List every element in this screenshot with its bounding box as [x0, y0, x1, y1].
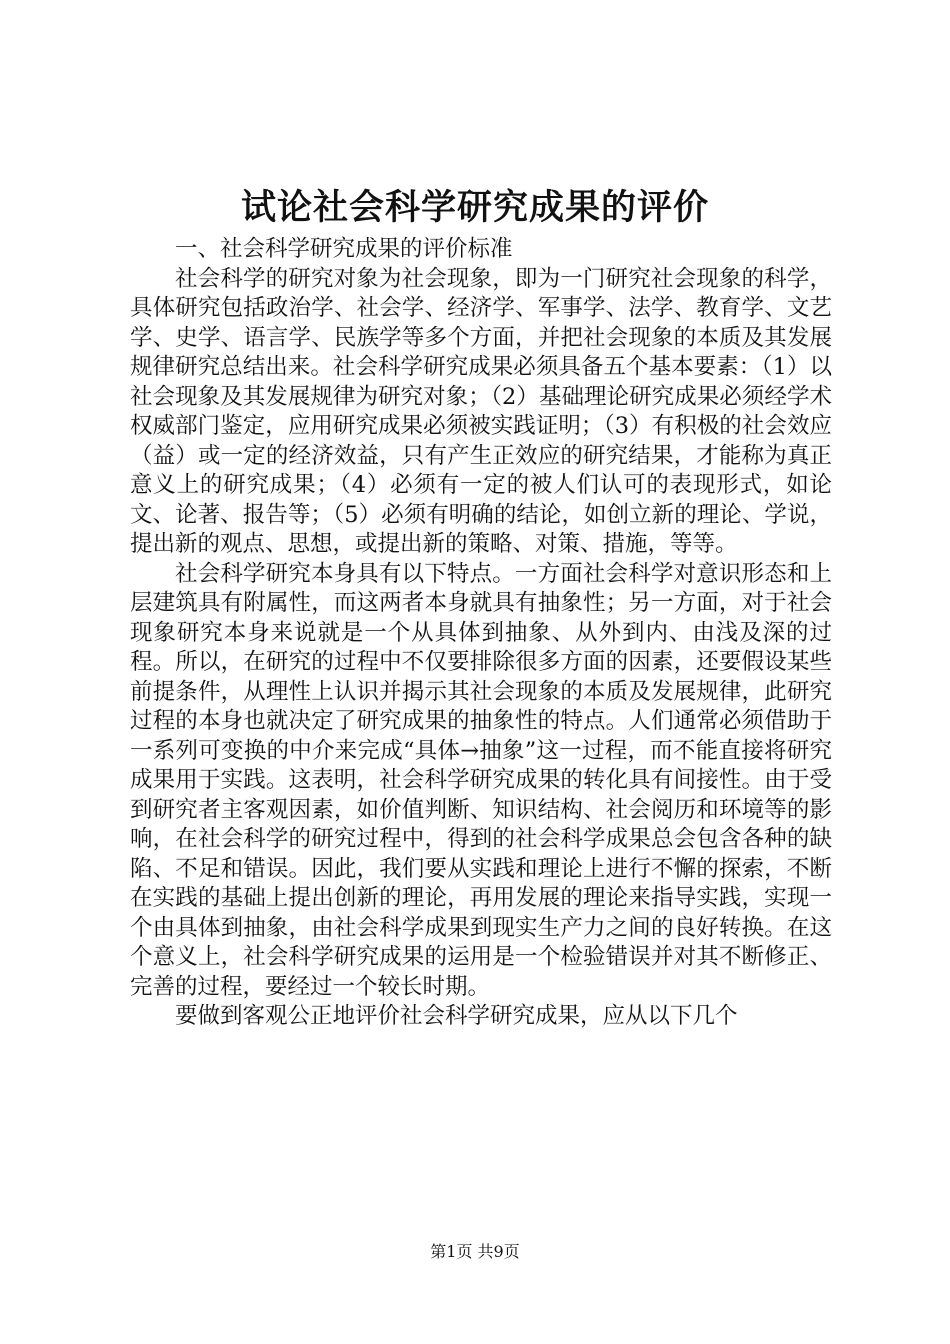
document-title: 试论社会科学研究成果的评价: [240, 187, 709, 228]
paragraph-1: 社会科学的研究对象为社会现象，即为一门研究社会现象的科学，具体研究包括政治学、社会学、经济学、军事学、法学、教育学、文艺学、史学、语言学、民族学等多个方面，并把社会现象的本质及其发展规律研究总结出来。社会科学研究成果必须具备五个基本要素：（1）以社会现象及其发展规律为研究对象；（2）基础理论研究成果必须经学术权威部门鉴定，应用研究成果必须被实践证明；（3）有积极的社会效应（益）或一定的经济效益，只有产生正效应的研究结果，才能称为真正意义上的研究成果；（4）必须有一定的被人们认可的表现形式，如论文、论著、报告等；（5）必须有明确的结论，如创立新的理论、学说，提出新的观点、思想，或提出新的策略、对策、措施，等等。: [130, 265, 832, 557]
page-number-footer: 第1页 共9页: [430, 1242, 520, 1261]
paragraph-3: 要做到客观公正地评价社会科学研究成果，应从以下几个: [175, 1003, 738, 1029]
paragraph-2: 社会科学研究本身具有以下特点。一方面社会科学对意识形态和上层建筑具有附属性，而这两者本身就具有抽象性；另一方面，对于社会现象研究本身来说就是一个从具体到抽象、从外到内、由浅及深的过程。所以，在研究的过程中不仅要排除很多方面的因素，还要假设某些前提条件，从理性上认识并揭示其社会现象的本质及发展规律，此研究过程的本身也就决定了研究成果的抽象性的特点。人们通常必须借助于一系列可变换的中介来完成“具体→抽象”这一过程，而不能直接将研究成果用于实践。这表明，社会科学研究成果的转化具有间接性。由于受到研究者主客观因素，如价值判断、知识结构、社会阅历和环境等的影响，在社会科学的研究过程中，得到的社会科学成果总会包含各种的缺陷、不足和错误。因此，我们要从实践和理论上进行不懈的探索，不断在实践的基础上提出创新的理论，再用发展的理论来指导实践，实现一个由具体到抽象，由社会科学成果到现实生产力之间的良好转换。在这个意义上，社会科学研究成果的运用是一个检验错误并对其不断修正、完善的过程，要经过一个较长时期。: [130, 560, 832, 1000]
section-heading: 一、社会科学研究成果的评价标准: [175, 236, 513, 262]
document-body: [130, 235, 832, 1032]
